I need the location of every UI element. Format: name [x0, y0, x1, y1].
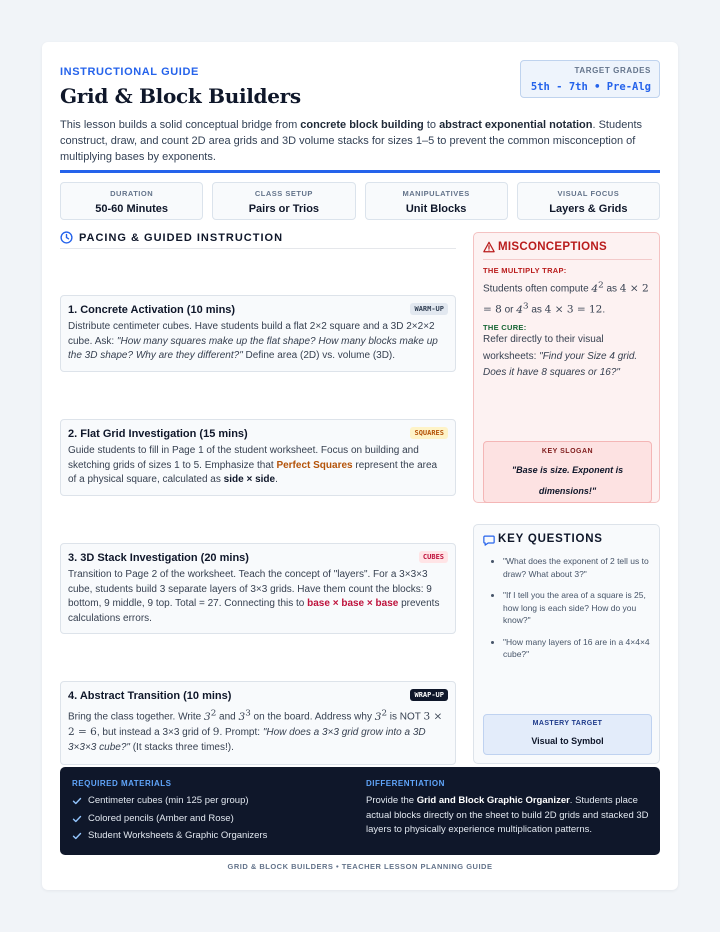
- material-item: Student Worksheets & Graphic Organizers: [88, 830, 268, 841]
- key-questions-heading-text: KEY QUESTIONS: [498, 533, 603, 545]
- step-card-squares: [60, 419, 456, 496]
- step-tag: WRAP-UP: [410, 689, 448, 701]
- intro-paragraph: [60, 117, 660, 165]
- key-questions-panel: [473, 524, 660, 764]
- intro-text: to: [423, 119, 440, 131]
- page-footer: GRID & BLOCK BUILDERS • TEACHER LESSON PLANNING GUIDE: [227, 862, 493, 871]
- key-questions-heading: [483, 533, 652, 552]
- list-item: [72, 813, 342, 831]
- step-body: [68, 706, 448, 755]
- step-text: is NOT: [387, 711, 424, 723]
- intro-bold: concrete block building: [300, 119, 424, 131]
- intro-bold: abstract exponential notation: [439, 119, 593, 131]
- misconceptions-heading: [483, 241, 652, 260]
- check-icon: [72, 796, 82, 806]
- step-title: 2. Flat Grid Investigation (15 mins): [68, 428, 248, 440]
- mastery-target-value: Visual to Symbol: [531, 736, 604, 746]
- step-bold: side × side: [223, 474, 276, 486]
- list-item: • "How many layers of 16 are in a 4×4×4 cube?": [503, 636, 652, 661]
- differentiation-text: Provide the Grid and Block Graphic Organizer. Students place actual blocks directly on the sheet to build 2D grids and stacked 3D layers to physically experience multiplication patterns.: [366, 795, 649, 835]
- step-highlight: base × base × base: [307, 598, 399, 610]
- list-item: [72, 830, 342, 848]
- math-expression: 9: [212, 726, 220, 739]
- warning-icon: [483, 241, 495, 253]
- materials-heading: REQUIRED MATERIALS: [72, 779, 172, 788]
- stats-row: [60, 182, 660, 220]
- differentiation-heading: DIFFERENTIATION: [366, 779, 445, 788]
- check-icon: [72, 831, 82, 841]
- step-text: Bring the class together. Write: [68, 711, 204, 723]
- material-item: Centimeter cubes (min 125 per group): [88, 795, 249, 806]
- step-text: Transition to Page 2 of the worksheet. Teach the concept of "layers". For a 3×3×3 cube, students build 3 separate layers of 3×3 grids. Have them count the blocks: 9 bottom, 9 middle, 9 top. Total = 27. Connecting this to: [68, 569, 432, 610]
- mastery-target-label: MASTERY TARGET: [532, 720, 603, 727]
- step-body: [68, 320, 448, 364]
- math-expression: 4 × 2 = 8: [483, 282, 649, 316]
- key-slogan-box: [483, 441, 652, 503]
- math-expression: 3 × 2 = 6: [68, 710, 443, 739]
- stat-value: Unit Blocks: [405, 203, 467, 215]
- stat-card-duration: [60, 182, 203, 220]
- trap-label: THE MULTIPLY TRAP:: [483, 266, 567, 275]
- math-expression: $3^2$: [204, 708, 217, 723]
- stat-label: MANIPULATIVES: [402, 189, 470, 198]
- step-card-wrap-up: [60, 681, 456, 765]
- step-body: [68, 444, 448, 488]
- cure-label: THE CURE:: [483, 323, 527, 332]
- step-text: Distribute centimeter cubes. Have students build a flat 2×2 square and a 3D 2×2×2 cube. Ask:: [68, 321, 435, 347]
- trap-text: Students often compute $4^2$ as 4 × 2 = 8 or $4^3$ as 4 × 3 = 12.: [483, 280, 649, 316]
- header-divider: [60, 170, 660, 173]
- key-slogan-text: "Base is size. Exponent is dimensions!": [511, 465, 624, 496]
- stat-label: DURATION: [110, 189, 154, 198]
- intro-text: . Students construct, draw, and count 2D area grids and 3D volume stacks for sizes 1–5 to prevent the common misconception of multiplying bases by exponents.: [60, 119, 643, 163]
- step-highlight: Perfect Squares: [276, 459, 353, 471]
- step-prompt: "How many squares make up the flat shape? How many blocks make up the 3D shape? Why are they different?": [68, 335, 438, 362]
- stat-card-class-setup: [212, 182, 355, 220]
- step-title: 3. 3D Stack Investigation (20 mins): [68, 552, 249, 564]
- step-text: Guide students to fill in Page 1 of the student worksheet. Focus on building and sketching grids of sizes 1 to 5. Emphasize that: [68, 445, 419, 471]
- step-text: and: [216, 711, 239, 723]
- stat-card-visual-focus: [517, 182, 660, 220]
- pacing-heading-text: PACING & GUIDED INSTRUCTION: [79, 232, 284, 244]
- step-card-cubes: [60, 543, 456, 634]
- step-text: , but instead a 3×3 grid of: [96, 727, 213, 739]
- mastery-target-box: [483, 714, 652, 755]
- stat-label: CLASS SETUP: [254, 189, 313, 198]
- clock-icon: [60, 231, 73, 244]
- material-item: Colored pencils (Amber and Rose): [88, 812, 234, 824]
- step-text: represent the area of a physical square, calculated as: [68, 459, 438, 486]
- eyebrow-label: INSTRUCTIONAL GUIDE: [60, 66, 199, 78]
- step-title: 4. Abstract Transition (10 mins): [68, 690, 232, 702]
- math-expression: $4^2$: [591, 280, 604, 295]
- materials-list: [72, 795, 342, 848]
- list-item: [72, 795, 342, 813]
- step-text: Define area (2D) vs. volume (3D).: [242, 350, 396, 362]
- cure-text: Refer directly to their visual worksheets: "Find your Size 4 grid. Does it have 8 squares or 16?": [483, 334, 638, 378]
- list-item: • "What does the exponent of 2 tell us to draw? What about 3?": [503, 555, 652, 580]
- step-title: 1. Concrete Activation (10 mins): [68, 304, 236, 316]
- chat-icon: [483, 534, 495, 546]
- step-text: prevents calculations errors.: [68, 598, 440, 624]
- intro-text: This lesson builds a solid conceptual bridge from: [60, 119, 301, 131]
- target-grades-box: [520, 60, 660, 98]
- step-tag: SQUARES: [410, 427, 448, 439]
- step-tag: CUBES: [419, 551, 448, 563]
- math-expression: $3^2$: [374, 708, 388, 723]
- stat-value: 50-60 Minutes: [95, 203, 168, 215]
- target-grades-label: TARGET GRADES: [574, 66, 651, 75]
- step-body: [68, 568, 448, 626]
- stat-value: Layers & Grids: [549, 203, 628, 215]
- list-item: • "If I tell you the area of a square is 25, how long is each side? How do you know?": [503, 589, 652, 627]
- page-title: Grid & Block Builders: [60, 84, 301, 108]
- materials-panel: [60, 767, 660, 855]
- stat-value: Pairs or Trios: [248, 203, 320, 215]
- step-text: .: [275, 474, 278, 486]
- stat-label: VISUAL FOCUS: [557, 189, 620, 198]
- misconceptions-heading-text: MISCONCEPTIONS: [498, 241, 607, 253]
- target-grades-value: 5th - 7th • Pre-Alg: [530, 81, 651, 93]
- question-list: [494, 555, 652, 670]
- misconceptions-panel: [473, 232, 660, 503]
- math-expression: 4 × 3 = 12: [544, 303, 603, 316]
- step-text: on the board. Address why: [250, 711, 375, 723]
- stat-card-manipulatives: [365, 182, 508, 220]
- math-expression: $4^3$: [516, 301, 529, 316]
- math-expression: $3^3$: [238, 708, 251, 723]
- step-text: (It stacks three times!).: [129, 741, 234, 753]
- step-card-warm-up: [60, 295, 456, 372]
- pacing-heading: [60, 231, 456, 249]
- key-slogan-label: KEY SLOGAN: [541, 448, 594, 455]
- step-prompt: "How does a 3×3 grid grow into a 3D 3×3×3 cube?": [68, 727, 426, 753]
- step-text: . Prompt:: [219, 727, 263, 739]
- step-tag: WARM-UP: [410, 303, 448, 315]
- check-icon: [72, 814, 82, 824]
- lesson-page: [42, 42, 678, 890]
